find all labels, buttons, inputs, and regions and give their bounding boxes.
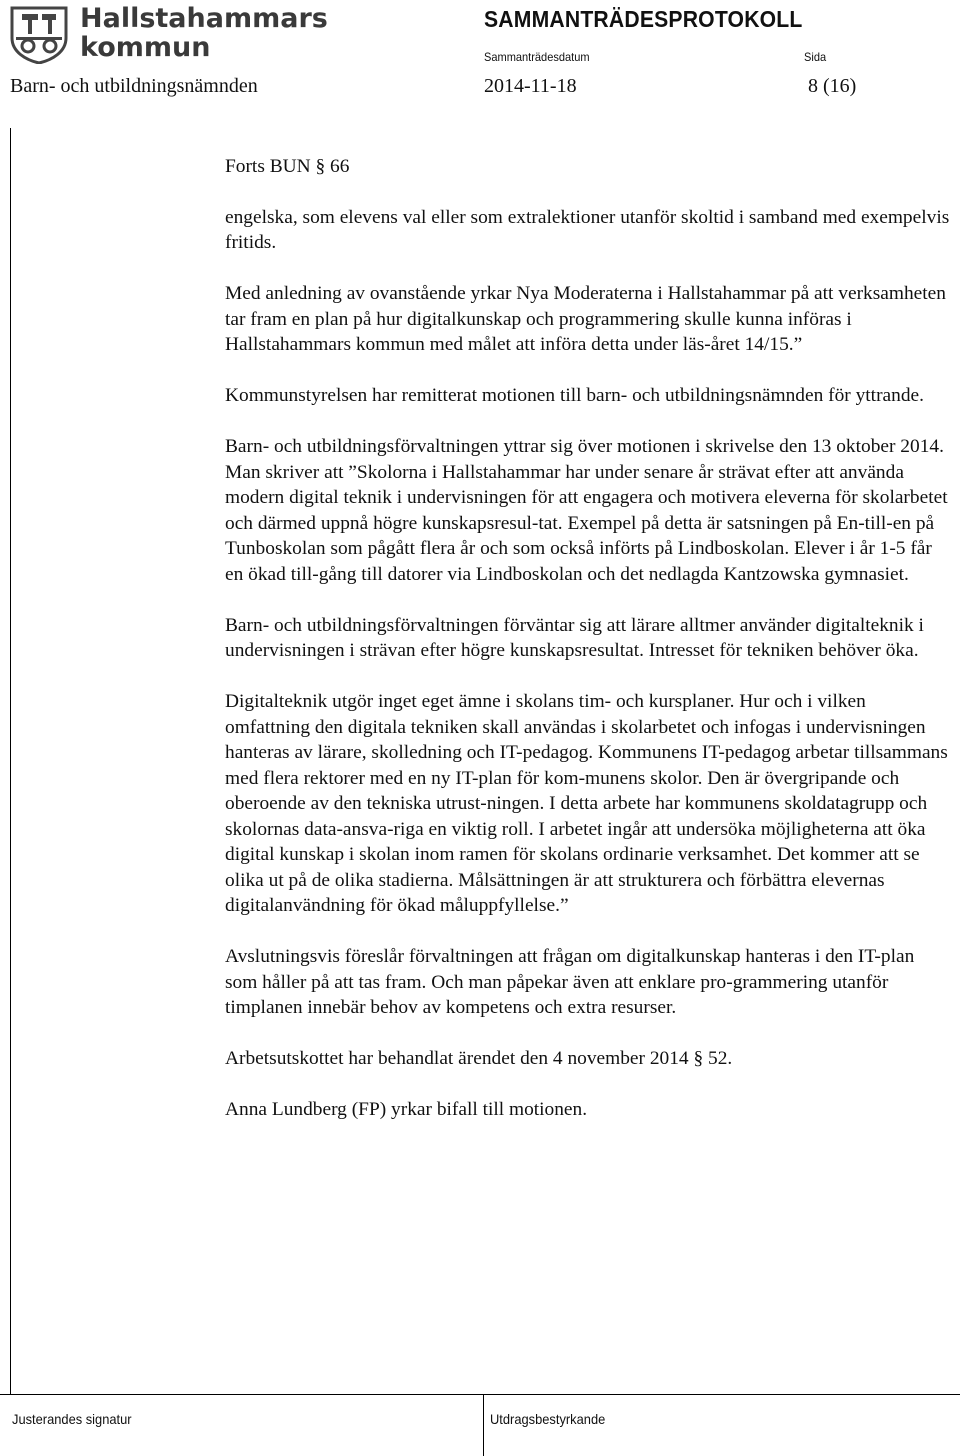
page-number: 8 (16) <box>808 75 857 97</box>
paragraph-9: Anna Lundberg (FP) yrkar bifall till motionen. <box>225 1099 588 1120</box>
meeting-date: 2014-11-18 <box>484 75 577 97</box>
logo-line-1: Hallstahammars <box>80 3 328 34</box>
section-heading: Forts BUN § 66 <box>225 156 350 177</box>
footer-divider <box>483 1394 484 1456</box>
signature-label: Justerandes signatur <box>12 1411 132 1427</box>
municipality-logo <box>8 3 328 66</box>
meeting-date-label: Sammanträdesdatum <box>484 50 590 64</box>
paragraph-8: Arbetsutskottet har behandlat ärendet den 4 november 2014 § 52. <box>225 1048 733 1069</box>
protocol-title: SAMMANTRÄDESPROTOKOLL <box>484 6 803 32</box>
paragraph-5: Barn- och utbildningsförvaltningen förväntar sig att lärare alltmer använder digitalteknik i undervisningen i strävan efter högre kunskapsresultat. Intresset för tekniken behöver öka. <box>225 614 924 661</box>
paragraph-3: Kommunstyrelsen har remitterat motionen till barn- och utbildningsnämnden för yttrande. <box>225 385 924 406</box>
committee-name: Barn- och utbildningsnämnden <box>10 75 258 97</box>
document-body <box>225 154 950 1148</box>
paragraph-7: Avslutningsvis föreslår förvaltningen att frågan om digitalkunskap hanteras i den IT-plan som håller på att tas fram. Och man påpekar även att enklare pro-grammering utanför timplanen innebär behov av kompetens och extra resurser. <box>225 946 915 1018</box>
paragraph-4: Barn- och utbildningsförvaltningen yttrar sig över motionen i skrivelse den 13 oktober 2014. Man skriver att ”Skolorna i Hallstahammar har under senare år strävat efter att använda modern digital teknik i undervisningen för att engagera och motivera eleverna för skolarbetet och därmed uppnå högre kunskapsresul-tat. Exempel på detta är satsningen på En-till-en på Tunboskolan som pågått flera år och som också införts på Lindboskolan. Elever i år 1-5 får en ökad till-gång till datorer via Lindboskolan och det nedlagda Kantzowska gymnasiet. <box>225 436 948 585</box>
left-margin-rule <box>10 128 11 1394</box>
paragraph-2: Med anledning av ovanstående yrkar Nya Moderaterna i Hallstahammar på att verksamheten tar fram en plan på hur digitalkunskap och programmering skulle kunna införas i Hallstahammars kommun med målet att införa detta under läs-året 14/15.” <box>225 283 946 355</box>
paragraph-1: engelska, som elevens val eller som extralektioner utanför skoltid i samband med exempelvis fritids. <box>225 206 950 253</box>
page-label: Sida <box>804 50 827 64</box>
coat-of-arms-icon <box>8 4 70 64</box>
footer-rule <box>0 1394 960 1395</box>
paragraph-6: Digitalteknik utgör inget eget ämne i skolans tim- och kursplaner. Hur och i vilken omfattning den digitala tekniken skall användas i skolarbetet och infogas i undervisningen hanteras av lärare, skolledning och IT-pedagog. Kommunens IT-pedagog arbetar tillsammans med flera rektorer med en ny IT-plan för kom-munens skolor. Den är övergripande och oberoende av den tekniska utrust-ningen. I detta arbete har kommunens skoldatagrupp och skolornas data-ansva-riga en viktig roll. I arbetet ingår att undersöka möjligheterna att öka digital kunskap i skolan inom ramen för skolans ordinarie verksamhet. Det kommer att se olika ut på de olika stadierna. Målsättningen är att strukturera och förbättra elevernas digitalanvändning för ökad måluppfyllelse.” <box>225 691 948 916</box>
extract-certification-label: Utdragsbestyrkande <box>490 1411 606 1427</box>
logo-line-2: kommun <box>80 32 211 63</box>
